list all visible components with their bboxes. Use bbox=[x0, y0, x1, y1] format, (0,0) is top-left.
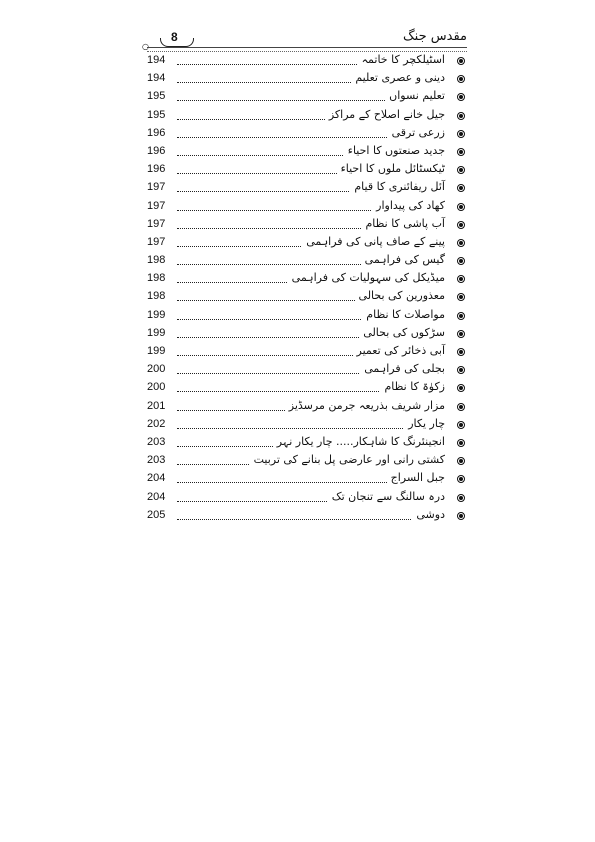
bullet-icon bbox=[457, 330, 465, 338]
toc-entry-page: 196 bbox=[147, 163, 166, 176]
toc-entry-page: 197 bbox=[147, 181, 166, 194]
toc-entry-title: کھاد کی پیداوار bbox=[372, 199, 445, 212]
toc-entry bbox=[147, 125, 467, 143]
toc-entry bbox=[147, 325, 467, 343]
toc-entry bbox=[147, 234, 467, 252]
toc-entry-title: مواصلات کا نظام bbox=[362, 308, 445, 321]
toc-entry-title: زرعی ترقی bbox=[388, 126, 445, 139]
toc-entry bbox=[147, 452, 467, 470]
toc-entry bbox=[147, 143, 467, 161]
bullet-icon bbox=[457, 293, 465, 301]
toc-entry-title: مزار شریف بذریعہ جرمن مرسڈیز bbox=[285, 399, 445, 412]
toc-entry bbox=[147, 489, 467, 507]
toc-entry-page: 201 bbox=[147, 399, 166, 412]
bullet-icon bbox=[457, 221, 465, 229]
toc-entry-title: دوشی bbox=[412, 508, 445, 521]
toc-entry bbox=[147, 507, 467, 525]
toc-entry bbox=[147, 198, 467, 216]
bullet-icon bbox=[457, 457, 465, 465]
toc-entry-page: 202 bbox=[147, 417, 166, 430]
toc-entry-title: آبی ذخائر کی تعمیر bbox=[353, 344, 445, 357]
toc-entry-page: 197 bbox=[147, 199, 166, 212]
toc-entry bbox=[147, 361, 467, 379]
toc-entry bbox=[147, 416, 467, 434]
bullet-icon bbox=[457, 148, 465, 156]
bullet-icon bbox=[457, 348, 465, 356]
bullet-icon bbox=[457, 512, 465, 520]
toc-entry-page: 199 bbox=[147, 326, 166, 339]
toc-entry-title: کشتی رانی اور عارضی پل بنانے کی تربیت bbox=[250, 453, 445, 466]
toc-entry bbox=[147, 52, 467, 70]
dot-leader bbox=[177, 519, 445, 520]
toc-entry-page: 197 bbox=[147, 217, 166, 230]
toc-entry bbox=[147, 179, 467, 197]
bullet-icon bbox=[457, 421, 465, 429]
toc-entry-title: زکوٰۃ کا نظام bbox=[380, 380, 445, 393]
toc-entry-title: درہ سالنگ سے تنجان تک bbox=[328, 490, 445, 503]
toc-entry-page: 205 bbox=[147, 508, 166, 521]
bullet-icon bbox=[457, 93, 465, 101]
toc-entry bbox=[147, 470, 467, 488]
bullet-icon bbox=[457, 57, 465, 65]
toc-entry bbox=[147, 252, 467, 270]
bullet-icon bbox=[457, 203, 465, 211]
toc-entry bbox=[147, 161, 467, 179]
toc-entry-title: اسٹیلکچر کا خاتمہ bbox=[358, 53, 445, 66]
toc-entry bbox=[147, 107, 467, 125]
page-header bbox=[142, 26, 467, 52]
toc-entry bbox=[147, 70, 467, 88]
toc-entry-title: سڑکوں کی بحالی bbox=[359, 326, 445, 339]
toc-entry-page: 204 bbox=[147, 472, 166, 485]
toc-entry-page: 203 bbox=[147, 435, 166, 448]
bullet-icon bbox=[457, 112, 465, 120]
bullet-icon bbox=[457, 184, 465, 192]
toc-entry-title: پینے کے صاف پانی کی فراہمی bbox=[302, 235, 445, 248]
toc-entry-page: 195 bbox=[147, 108, 166, 121]
toc-entry-title: انجینئرنگ کا شاہکار..... چار یکار نہر bbox=[273, 435, 445, 448]
bullet-icon bbox=[457, 312, 465, 320]
toc-entry-page: 199 bbox=[147, 345, 166, 357]
bullet-icon bbox=[457, 366, 465, 374]
toc-entry bbox=[147, 434, 467, 452]
toc-entry-title: دینی و عصری تعلیم bbox=[351, 71, 445, 84]
bullet-icon bbox=[457, 439, 465, 447]
bullet-icon bbox=[457, 403, 465, 411]
toc-entry-title: جبل السراج bbox=[387, 471, 445, 484]
toc-entry-page: 198 bbox=[147, 272, 166, 285]
toc-entry-page: 196 bbox=[147, 144, 166, 157]
toc-entry bbox=[147, 307, 467, 325]
bullet-icon bbox=[457, 75, 465, 83]
toc-entry bbox=[147, 398, 467, 416]
toc-entry bbox=[147, 288, 467, 306]
toc-entry-title: بجلی کی فراہمی bbox=[360, 362, 445, 375]
toc-entry-title: گیس کی فراہمی bbox=[361, 253, 445, 266]
toc-entry-title: تعلیم نسواں bbox=[385, 89, 445, 102]
bullet-icon bbox=[457, 239, 465, 247]
bullet-icon bbox=[457, 257, 465, 265]
toc-entry-title: معذورین کی بحالی bbox=[355, 289, 445, 302]
toc-entry-title: جیل خانے اصلاح کے مراکز bbox=[325, 108, 445, 121]
toc-entry bbox=[147, 88, 467, 106]
bullet-icon bbox=[457, 275, 465, 283]
bullet-icon bbox=[457, 384, 465, 392]
toc-entry bbox=[147, 379, 467, 397]
bullet-icon bbox=[457, 130, 465, 138]
bullet-icon bbox=[457, 475, 465, 483]
toc-entry-page: 194 bbox=[147, 54, 166, 66]
toc-entry-title: جدید صنعتوں کا احیاء bbox=[344, 144, 445, 157]
toc-entry-page: 197 bbox=[147, 235, 166, 248]
toc-entry-page: 200 bbox=[147, 381, 166, 394]
bullet-icon bbox=[457, 166, 465, 174]
toc-entry-page: 200 bbox=[147, 363, 166, 376]
ornament-icon: ○ bbox=[142, 42, 149, 51]
toc-entry bbox=[147, 216, 467, 234]
toc-entry-page: 199 bbox=[147, 308, 166, 321]
toc-entry-page: 194 bbox=[147, 72, 166, 85]
toc-entry-page: 204 bbox=[147, 490, 166, 503]
toc-entry-title: چار یکار bbox=[404, 417, 445, 430]
table-of-contents bbox=[147, 52, 467, 525]
toc-entry bbox=[147, 343, 467, 361]
toc-entry-title: آب پاشی کا نظام bbox=[361, 217, 445, 230]
toc-entry-title: ٹیکسٹائل ملوں کا احیاء bbox=[337, 162, 445, 175]
toc-entry-page: 198 bbox=[147, 290, 166, 303]
toc-entry-page: 203 bbox=[147, 454, 166, 467]
toc-entry-page: 195 bbox=[147, 90, 166, 103]
bullet-icon bbox=[457, 494, 465, 502]
toc-entry-page: 198 bbox=[147, 254, 166, 267]
book-title: مقدس جنگ bbox=[403, 29, 467, 44]
toc-entry-title: میڈیکل کی سہولیات کی فراہمی bbox=[288, 271, 445, 284]
toc-entry-title: آئل ریفائنری کا قیام bbox=[350, 180, 445, 193]
page-number: 8 bbox=[171, 30, 178, 44]
toc-entry-page: 196 bbox=[147, 126, 166, 139]
toc-entry bbox=[147, 270, 467, 288]
